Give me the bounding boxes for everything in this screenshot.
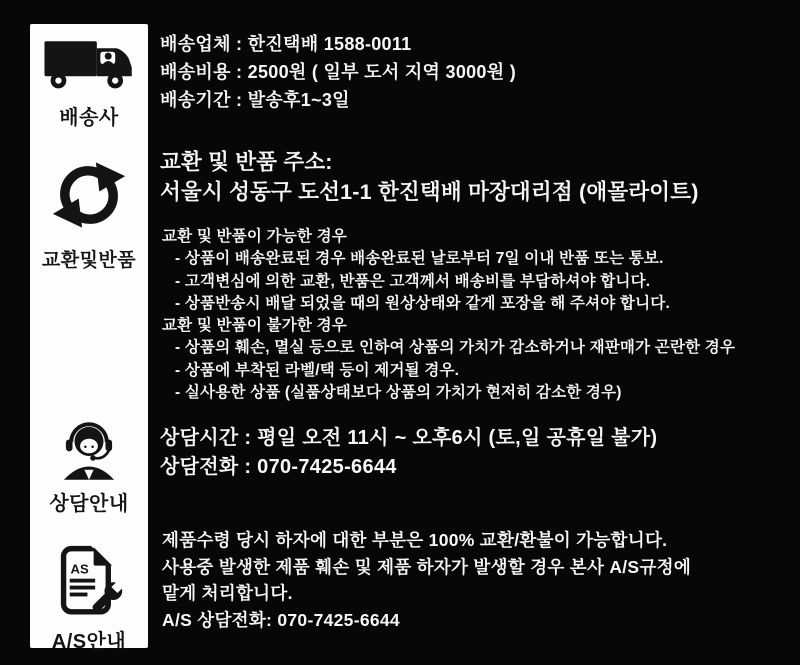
- consult-info-block: [160, 424, 657, 482]
- rule-item: - 상품반송시 배달 되었을 때의 원상상태와 같게 포장을 해 주셔야 합니다.: [175, 294, 670, 312]
- return-address-title: 교환 및 반품 주소:: [160, 150, 333, 174]
- rules-impossible-title: 교환 및 반품이 불가한 경우: [162, 317, 347, 335]
- sidebar-label-exchange: 교환및반품: [41, 250, 137, 271]
- as-line: 사용중 발생한 제품 훼손 및 제품 하자가 발생할 경우 본사 A/S규정에: [162, 556, 692, 577]
- icon-panel: [30, 24, 148, 653]
- consult-hours-line: 상담시간 : 평일 오전 11시 ~ 오후6시 (토,일 공휴일 불가): [160, 427, 658, 449]
- as-phone-line: A/S 상담전화: 070-7425-6644: [162, 609, 400, 630]
- rules-possible-title: 교환 및 반품이 가능한 경우: [162, 228, 347, 245]
- shipping-period-line: 배송기간 : 발송후1~3일: [160, 90, 350, 110]
- rule-item: - 상품이 배송완료된 경우 배송완료된 날로부터 7일 이내 반품 또는 통보.: [175, 250, 664, 268]
- as-line: 제품수령 당시 하자에 대한 부분은 100% 교환/환불이 가능합니다.: [162, 530, 668, 550]
- as-info-block: [162, 527, 691, 633]
- sidebar-label-consult: 상담안내: [49, 493, 129, 515]
- sidebar-label-shipping: 배송사: [59, 107, 119, 129]
- sidebar-label-as: A/S안내: [51, 631, 127, 653]
- rule-item: - 상품에 부착된 라벨/택 등이 제거될 경우.: [175, 361, 460, 379]
- sidebar-item-shipping: [30, 34, 148, 130]
- rule-item: - 상품의 훼손, 멸실 등으로 인하여 상품의 가치가 감소하거나 재판매가 곤란한 경우: [175, 339, 736, 357]
- shipping-info-block: [160, 30, 516, 114]
- sidebar-item-as: [30, 544, 148, 654]
- truck-icon: [41, 34, 137, 99]
- headset-agent-icon: [56, 420, 122, 485]
- sidebar-item-exchange: [30, 152, 148, 272]
- return-address-value: 서울시 성동구 도선1-1 한진택배 마장대리점 (애몰라이트): [160, 180, 699, 204]
- sidebar-item-consult: [30, 420, 148, 516]
- consult-phone-line: 상담전화 : 070-7425-6644: [160, 456, 397, 478]
- exchange-arrows-icon: [46, 152, 132, 243]
- rule-item: - 실사용한 상품 (실품상태보다 상품의 가치가 현저히 감소한 경우): [175, 384, 622, 402]
- return-rules-block: [162, 226, 735, 404]
- rule-item: - 고객변심에 의한 교환, 반품은 고객께서 배송비를 부담하셔야 합니다.: [175, 272, 651, 290]
- return-address-block: [160, 147, 699, 207]
- as-document-icon: [50, 544, 128, 623]
- as-line: 맡게 처리합니다.: [162, 583, 293, 603]
- shipping-fee-line: 배송비용 : 2500원 ( 일부 도서 지역 3000원 ): [160, 62, 517, 82]
- shipping-company-line: 배송업체 : 한진택배 1588-0011: [160, 34, 412, 54]
- as-icon-text: AS: [70, 561, 89, 577]
